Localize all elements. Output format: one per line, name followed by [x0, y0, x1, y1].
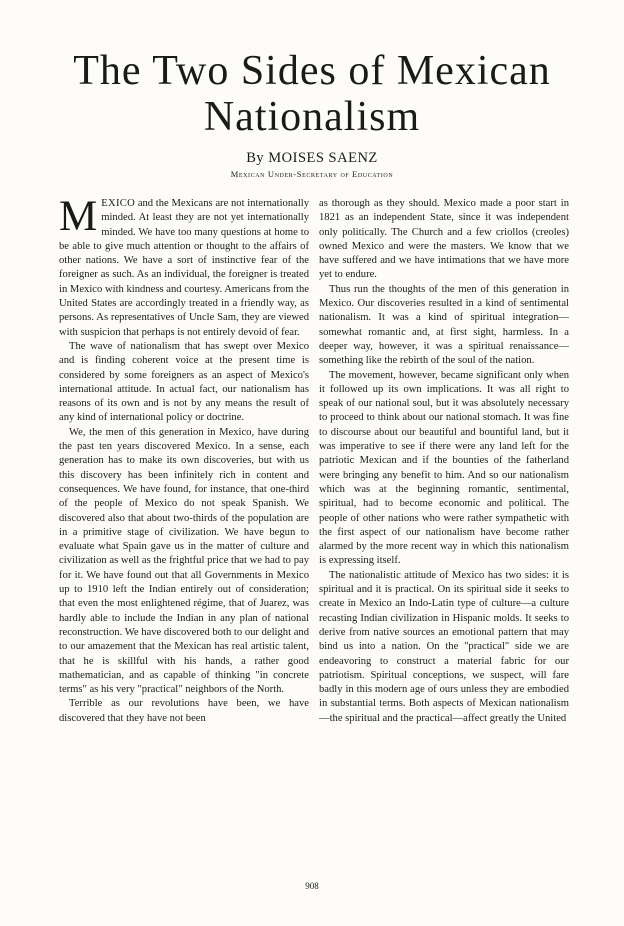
- title-line-2: Nationalism: [203, 94, 421, 140]
- paragraph: The nationalistic attitude of Mexico has two sides: it is spiritual and it is practical. On its spiritual side it seeks to create in Mexico an Indo-Latin type of culture—a culture recasting Indian civilization in Hispanic molds. It seeks to derive from native sources an emotional pattern that may bind us into a nation. On the "practical" side we are endeavoring to construct a material fabric for our patriotism. Spiritual conceptions, we suspect, will fare badly in this modern age of ours unless they are embodied in substantial terms. Both aspects of Mexican nationalism—the spiritual and the practical—affect greatly the United: [319, 569, 569, 724]
- paragraph: Terrible as our revolutions have been, we have discovered that they have not been: [59, 698, 309, 724]
- page-number: 908: [305, 881, 319, 891]
- right-column: [319, 197, 569, 726]
- paragraph: Thus run the thoughts of the men of this generation in Mexico. Our discoveries resulted in a kind of sentimental nationalism. It was a kind of spiritual integration—somewhat romantic and, at first sight, harmless. In a deeper way, however, it was a spiritual renaissance—something like the rebirth of the soul of the nation.: [319, 283, 569, 367]
- paragraph: The wave of nationalism that has swept over Mexico and is finding coherent voice at the present time is considered by some foreigners as an aspect of Mexico's international attitude. In actual fact, our nationalism has reasons of its own and is not by any means the result of any kind of international policy or doctrine.: [59, 340, 309, 424]
- author-role: Mexican Under-Secretary of Education: [230, 169, 394, 179]
- byline: By MOISES SAENZ: [246, 150, 378, 166]
- paragraph: We, the men of this generation in Mexico, have during the past ten years discovered Mexico. In a sense, each generation has to make its own discoveries, but with us this discovery has been infinitely rich in content and consequences. We have found, for instance, that one-third of the people of Mexico do not speak Spanish. We discovered also that about two-thirds of the population are in a primitive stage of civilization. We have begun to evaluate what Spain gave us in the matter of culture and civilization as well as the frightful price that we had to pay for it. We have found out that all Governments in Mexico up to 1910 left the Indian entirely out of consideration; that even the most enlightened régime, that of Juarez, was hardly able to include the Indian in any plan of national reconstruction. We have discovered both to our delight and to our amazement that the Mexican has real artistic talent, that he is skillful with his hands, a rather good mathematician, and as capable of thinking "in concrete terms" as his very "practical" neighbors of the North.: [59, 426, 309, 696]
- paragraph-text: and the Mexicans are not internationally minded. At least they are not yet internationally minded. We have too many questions at home to be able to give much attention or thought to the affairs of other nations. We have a sort of instinctive fear of the foreigner as such. As an individual, the foreigner is treated in Mexico with kindness and courtesy. Americans from the United States are accordingly treated in a friendly way, as persons. As representatives of Uncle Sam, they are viewed with suspicion that perhaps is not entirely devoid of fear.: [59, 198, 309, 338]
- paragraph: [59, 193, 309, 340]
- article-title: [0, 48, 624, 140]
- paragraph: as thorough as they should. Mexico made a poor start in 1821 as an independent State, since it was independent only politically. The Church and a few criollos (creoles) owned Mexico and were the masters. We know that we have suffered and we have intimations that we have more yet to endure.: [319, 198, 569, 281]
- title-line-1: The Two Sides of Mexican: [73, 48, 551, 94]
- paragraph: The movement, however, became significant only when it followed up its own implications. It was all right to speak of our national soul, but it was absolutely necessary to proceed to think about our national stomach. It was fine to discourse about our beautiful and bountiful land, but it was imperative to see if there were any land left for the patriotic Mexican and if the bounties of the fatherland were bringing any benefit to him. And so our nationalism which was at the beginning romantic, sentimental, spiritual, had to become economic and political. The people of other nations who were rather sympathetic with the first aspect of our nationalism have become rather alarmed by the more recent way in which this nationalism is expressing itself.: [319, 369, 569, 567]
- drop-cap: M: [59, 193, 98, 240]
- lead-in: EXICO: [101, 198, 136, 209]
- left-column: [59, 193, 309, 726]
